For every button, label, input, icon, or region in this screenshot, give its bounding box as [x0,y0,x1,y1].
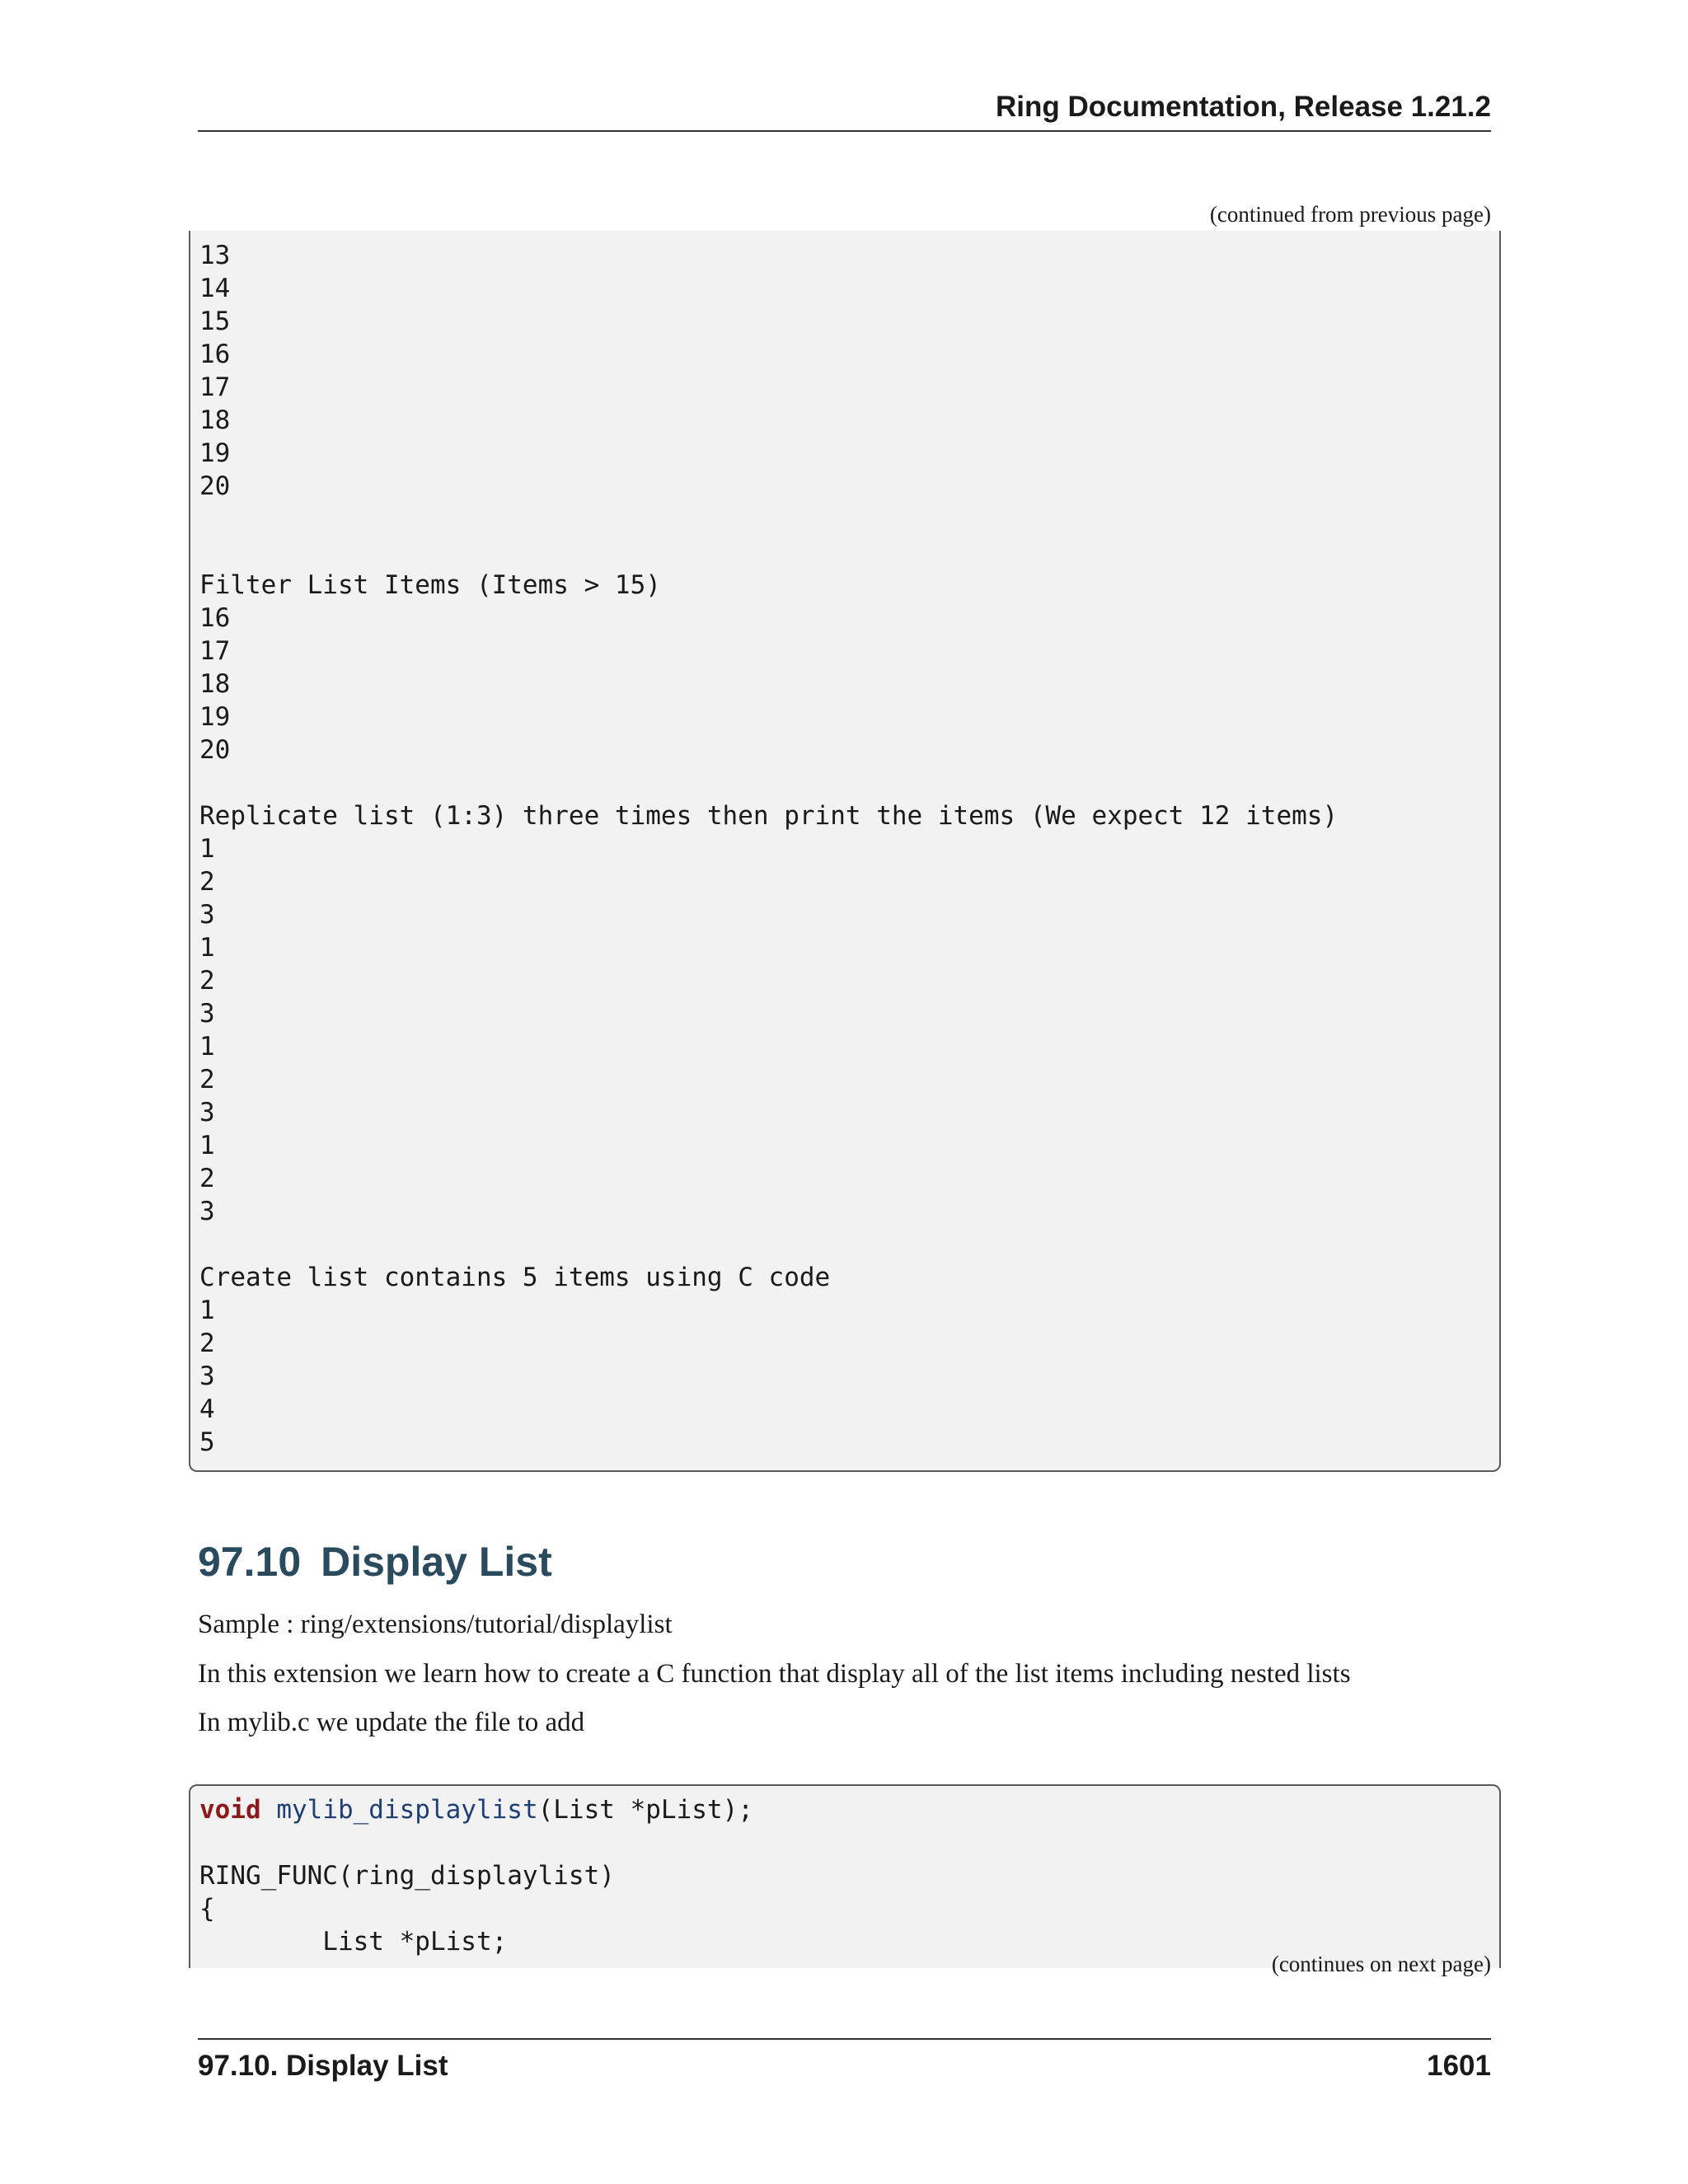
output-line: Create list contains 5 items using C code [199,1263,831,1292]
page-footer [198,2038,1491,2082]
output-line: 20 [199,471,231,501]
output-line: 1 [199,834,215,864]
output-code-block [189,231,1501,1472]
output-line: Replicate list (1:3) three times then print the items (We expect 12 items) [199,801,1339,831]
document-title: Ring Documentation, Release 1.21.2 [995,91,1491,123]
output-line: 2 [199,1329,215,1358]
code-line: { [199,1894,215,1924]
output-line: 1 [199,933,215,963]
output-line: 19 [199,438,231,468]
section-heading [198,1538,552,1586]
output-line: 2 [199,1164,215,1193]
output-line [199,766,1499,799]
c-code-block [189,1784,1501,1968]
section-number: 97.10 [198,1539,302,1585]
output-line: 2 [199,867,215,897]
output-line: 1 [199,1032,215,1062]
output-line: Filter List Items (Items > 15) [199,570,661,600]
output-line: 20 [199,735,231,765]
code-keyword: void [199,1795,261,1825]
output-line: 17 [199,373,231,402]
output-line: 4 [199,1394,215,1424]
output-line: 3 [199,900,215,930]
output-line: 3 [199,1197,215,1226]
footer-section: 97.10. Display List [198,2050,448,2082]
code-text: (List *pList); [537,1795,753,1825]
output-line: 3 [199,1098,215,1127]
output-line: 17 [199,636,231,666]
code-line: RING_FUNC(ring_displaylist) [199,1861,615,1891]
code-line [199,1793,1499,1826]
output-line: 15 [199,307,231,336]
page-number: 1601 [1427,2050,1491,2082]
output-line [199,536,1499,569]
output-line: 16 [199,603,231,633]
output-line: 3 [199,1361,215,1391]
output-line: 16 [199,340,231,369]
output-line: 3 [199,999,215,1029]
continued-from-note: (continued from previous page) [1209,202,1491,227]
output-line: 18 [199,405,231,435]
output-line: 2 [199,1065,215,1094]
code-function-name: mylib_displaylist [276,1795,538,1825]
output-line: 1 [199,1131,215,1160]
code-line: List *pList; [199,1927,508,1957]
continues-note: (continues on next page) [1271,1952,1491,1976]
sample-path-paragraph: Sample : ring/extensions/tutorial/displaylist [198,1610,673,1639]
output-line: 5 [199,1427,215,1457]
code-line [199,1826,1499,1859]
instruction-paragraph: In mylib.c we update the file to add [198,1708,585,1737]
output-line [199,503,1499,536]
page-header [198,89,1491,132]
output-line: 19 [199,702,231,732]
output-line: 1 [199,1296,215,1325]
output-line: 14 [199,274,231,303]
output-line: 2 [199,966,215,996]
output-line: 18 [199,669,231,699]
description-paragraph: In this extension we learn how to create a C function that display all of the list items including nested lists [198,1659,1351,1689]
section-title: Display List [321,1539,552,1585]
output-line [199,1228,1499,1261]
output-line: 13 [199,241,231,270]
